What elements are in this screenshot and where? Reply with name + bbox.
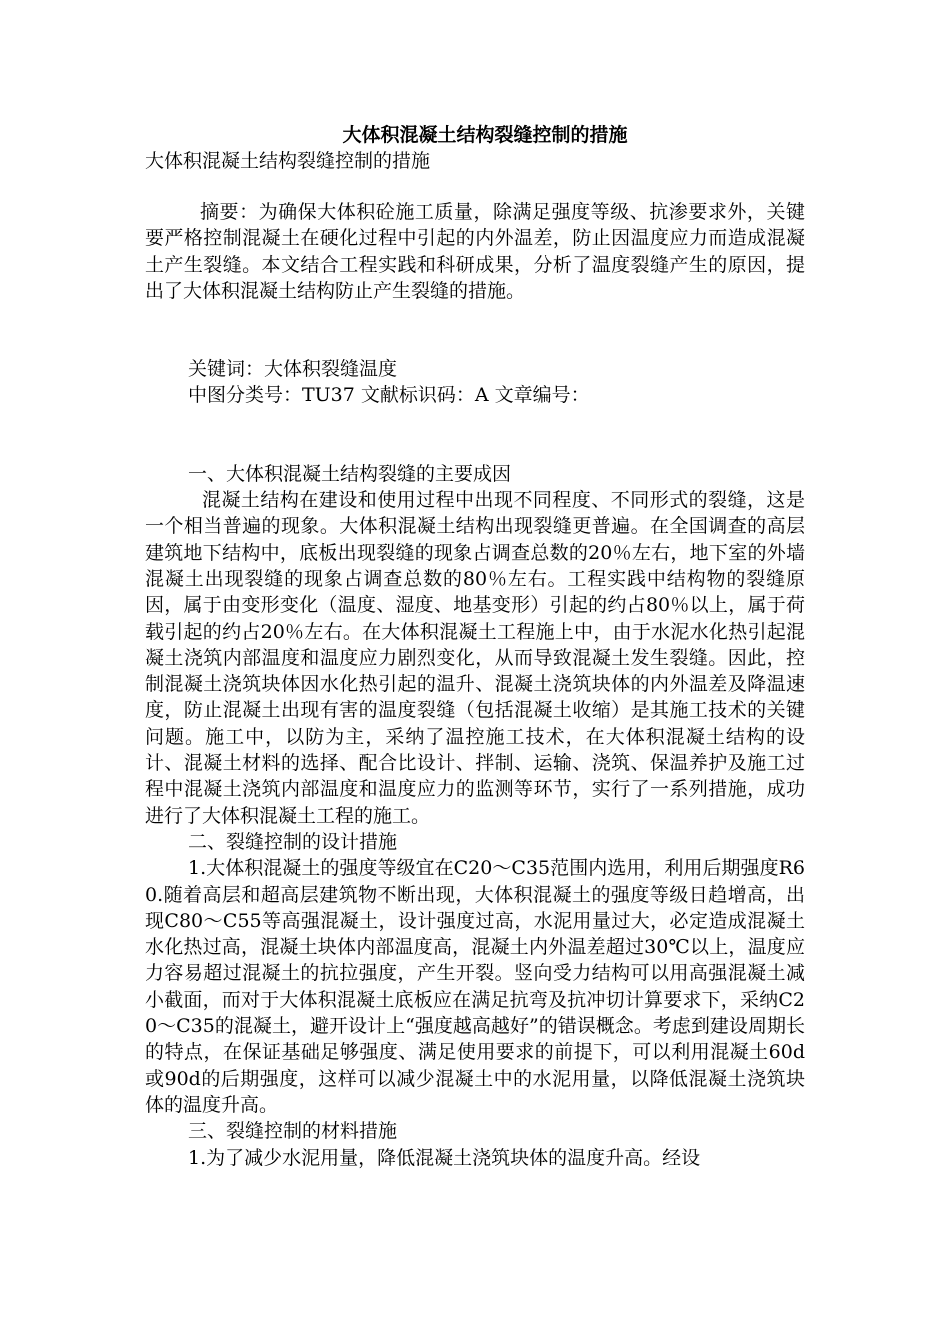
document-content (145, 122, 805, 1171)
section-3-heading: 三、裂缝控制的材料措施 (188, 1120, 398, 1143)
section-1-heading: 一、大体积混凝土结构裂缝的主要成因 (188, 462, 512, 485)
section-2-heading: 二、裂缝控制的设计措施 (188, 830, 398, 853)
section-1-body: 混凝土结构在建设和使用过程中出现不同程度、不同形式的裂缝，这是一个相当普遍的现象。大体积混凝土结构出现裂缝更普遍。在全国调查的高层建筑地下结构中，底板出现裂缝的现象占调查总数的20％左右，地下室的外墙混凝土出现裂缝的现象占调查总数的80％左右。工程实践中结构物的裂缝原因，属于由变形变化（温度、湿度、地基变形）引起的约占80％以上，属于荷载引起的约占20％左右。在大体积混凝土工程施上中，由于水泥水化热引起混凝土浇筑内部温度和温度应力剧烈变化，从而导致混凝土发生裂缝。因此，控制混凝土浇筑块体因水化热引起的温升、混凝土浇筑块体的内外温差及降温速度，防止混凝土出现有害的温度裂缝（包括混凝土收缩）是其施工技术的关键问题。施工中，以防为主，采纳了温控施工技术，在大体积混凝土结构的设计、混凝土材料的选择、配合比设计、拌制、运输、浇筑、保温养护及施工过程中混凝土浇筑内部温度和温度应力的监测等环节，实行了一系列措施，成功进行了大体积混凝土工程的施工。 (145, 489, 805, 827)
section-3-item-1: 1.为了减少水泥用量，降低混凝土浇筑块体的温度升高。经设 (188, 1146, 701, 1169)
document-subtitle: 大体积混凝土结构裂缝控制的措施 (145, 150, 431, 172)
abstract-paragraph: 摘要：为确保大体积砼施工质量，除满足强度等级、抗渗要求外，关键要严格控制混凝土在硬化过程中引起的内外温差，防止因温度应力而造成混凝土产生裂缝。本文结合工程实践和科研成果，分析了温度裂缝产生的原因，提出了大体积混凝土结构防止产生裂缝的措施。 (145, 201, 805, 302)
classification-line: 中图分类号：TU37 文献标识码：A 文章编号： (188, 384, 590, 407)
section-2-item-1: 1.大体积混凝土的强度等级宜在C20～C35范围内选用，利用后期强度R60.随着高层和超高层建筑物不断出现，大体积混凝土的强度等级日趋增高，出现C80～C55等高强混凝土，设计强度过高，水泥用量过大，必定造成混凝土水化热过高，混凝土块体内部温度高，混凝土内外温差超过30℃以上，温度应力容易超过混凝土的抗拉强度，产生开裂。竖向受力结构可以用高强混凝土减小截面，而对于大体积混凝土底板应在满足抗弯及抗冲切计算要求下，采纳C20～C35的混凝土，避开设计上“强度越高越好”的错误概念。考虑到建设周期长的特点，在保证基础足够强度、满足使用要求的前提下，可以利用混凝土60d或90d的后期强度，这样可以减少混凝土中的水泥用量，以降低混凝土浇筑块体的温度升高。 (145, 857, 805, 1116)
document-title: 大体积混凝土结构裂缝控制的措施 (342, 124, 628, 146)
keywords-line: 关键词：大体积裂缝温度 (188, 358, 398, 381)
